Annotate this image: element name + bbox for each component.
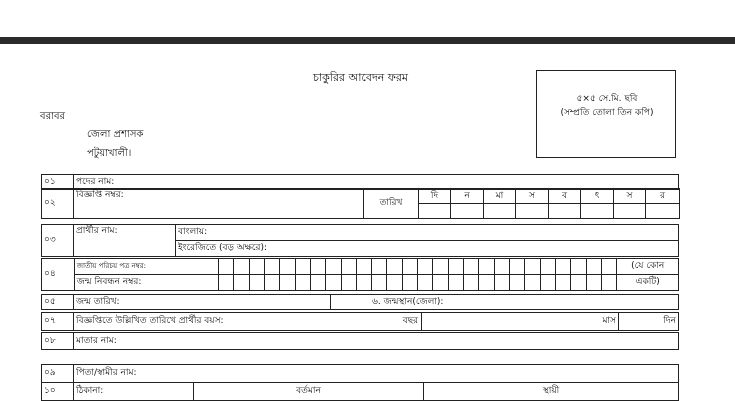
birth-date-field[interactable]: জন্ম তারিখ: — [74, 295, 331, 310]
id-digit-box[interactable] — [234, 259, 249, 275]
id-digit-box[interactable] — [372, 275, 387, 291]
form-title: চাকুরির আবেদন ফরম — [313, 71, 408, 84]
date-entry-cell[interactable] — [646, 204, 680, 219]
top-border-bar — [0, 37, 735, 44]
id-digit-box[interactable] — [341, 275, 356, 291]
id-digit-box[interactable] — [280, 259, 295, 275]
id-digit-box[interactable] — [448, 259, 463, 275]
birth-reg-label: জন্ম নিবন্ধন নম্বর: — [74, 275, 218, 291]
id-digit-box[interactable] — [525, 259, 540, 275]
id-digit-box[interactable] — [280, 275, 295, 291]
id-digit-box[interactable] — [556, 275, 571, 291]
row-03 — [41, 224, 679, 257]
id-digit-box[interactable] — [341, 259, 356, 275]
name-english-field[interactable]: ইংরেজিতে (বড় অক্ষরে): — [176, 241, 679, 257]
age-year-label: বছর — [402, 316, 418, 326]
age-label-cell — [74, 313, 422, 331]
id-digit-box[interactable] — [218, 259, 233, 275]
id-digit-box[interactable] — [494, 275, 509, 291]
date-cell: মা — [484, 189, 516, 204]
id-digit-box[interactable] — [479, 275, 494, 291]
date-cell: ব — [549, 189, 581, 204]
id-digit-box[interactable] — [540, 259, 555, 275]
date-entry-cell[interactable] — [419, 204, 451, 219]
row-number: ০৫ — [42, 295, 74, 310]
address-label: ঠিকানা: — [74, 383, 194, 401]
id-digit-box[interactable] — [295, 275, 310, 291]
id-digit-box[interactable] — [464, 259, 479, 275]
id-digit-box[interactable] — [387, 259, 402, 275]
any-one-note-line-1: (যে কোন — [617, 259, 679, 275]
id-digit-box[interactable] — [402, 275, 417, 291]
id-digit-box[interactable] — [418, 275, 433, 291]
id-digit-box[interactable] — [387, 275, 402, 291]
age-month-field[interactable]: মাস — [422, 313, 619, 331]
id-digit-box[interactable] — [326, 259, 341, 275]
id-digit-box[interactable] — [264, 259, 279, 275]
spacer — [42, 350, 74, 365]
rows-08-09 — [41, 332, 679, 383]
row-number: ০৮ — [42, 333, 74, 350]
row-number: ০৭ — [42, 313, 74, 331]
permanent-address-header: স্থায়ী — [424, 383, 679, 401]
row-number: ০৪ — [42, 259, 75, 291]
row-number: ১০ — [42, 383, 74, 401]
id-digit-box[interactable] — [586, 275, 601, 291]
id-digit-box[interactable] — [295, 259, 310, 275]
id-digit-box[interactable] — [402, 259, 417, 275]
row-number: ০১ — [42, 175, 74, 190]
id-digit-box[interactable] — [571, 275, 586, 291]
row-10 — [41, 382, 679, 401]
mother-name-field[interactable]: মাতার নাম: — [74, 333, 679, 350]
id-digit-box[interactable] — [586, 259, 601, 275]
row-number: ০৩ — [42, 225, 74, 257]
id-digit-box[interactable] — [356, 275, 371, 291]
addressee-line-1: জেলা প্রশাসক — [87, 129, 144, 140]
addressee-line-2: পটুয়াখালী। — [87, 148, 132, 159]
id-digit-box[interactable] — [510, 275, 525, 291]
id-digit-box[interactable] — [464, 275, 479, 291]
date-label: তারিখ — [364, 189, 419, 219]
row-02 — [41, 188, 680, 219]
id-digit-box[interactable] — [372, 259, 387, 275]
applicant-name-label: প্রার্থীর নাম: — [74, 225, 176, 257]
row-number: ০৯ — [42, 365, 74, 383]
id-digit-box[interactable] — [571, 259, 586, 275]
date-cell: স — [516, 189, 549, 204]
id-digit-box[interactable] — [602, 259, 617, 275]
id-digit-box[interactable] — [310, 259, 325, 275]
nid-label: জাতীয় পরিচয় পত্র নম্বর: — [74, 259, 218, 275]
circular-number-field[interactable]: বিজ্ঞপ্তি নম্বর: — [74, 189, 364, 219]
id-digit-box[interactable] — [602, 275, 617, 291]
id-digit-box[interactable] — [510, 259, 525, 275]
age-day-field[interactable]: দিন — [619, 313, 679, 331]
age-label: বিজ্ঞপ্তিতে উল্লিখিত তারিখে প্রার্থীর বয়স: — [76, 316, 224, 326]
photo-box — [536, 70, 676, 158]
date-entry-cell[interactable] — [484, 204, 516, 219]
date-entry-cell[interactable] — [614, 204, 646, 219]
id-digit-box[interactable] — [494, 259, 509, 275]
date-cell: ৎ — [581, 189, 614, 204]
birthplace-field[interactable]: ৬. জন্মস্থান(জেলা): — [331, 295, 679, 310]
row-07 — [41, 312, 679, 331]
id-digit-box[interactable] — [433, 259, 448, 275]
date-cell: র — [646, 189, 680, 204]
photo-size-text: ৫×৫ সে.মি. ছবি — [576, 94, 638, 104]
date-entry-cell[interactable] — [581, 204, 614, 219]
name-bangla-field[interactable]: বাংলায়: — [176, 225, 679, 241]
row-04 — [41, 258, 679, 291]
date-cell: স — [614, 189, 646, 204]
id-digit-box[interactable] — [540, 275, 555, 291]
id-digit-box[interactable] — [249, 259, 264, 275]
id-digit-box[interactable] — [326, 275, 341, 291]
id-digit-box[interactable] — [556, 259, 571, 275]
present-address-header: বর্তমান — [194, 383, 424, 401]
to-label: বরাবর — [40, 111, 66, 122]
id-digit-box[interactable] — [525, 275, 540, 291]
date-cell: ন — [451, 189, 484, 204]
id-digit-box[interactable] — [218, 275, 233, 291]
post-name-field[interactable]: পদের নাম: — [74, 175, 679, 190]
date-entry-cell[interactable] — [516, 204, 549, 219]
date-cell: দি — [419, 189, 451, 204]
id-digit-box[interactable] — [418, 259, 433, 275]
id-digit-box[interactable] — [433, 275, 448, 291]
photo-copies-text: (সম্প্রতি তোলা তিন কপি) — [560, 108, 654, 118]
id-digit-box[interactable] — [310, 275, 325, 291]
spacer — [74, 350, 679, 365]
id-digit-box[interactable] — [249, 275, 264, 291]
row-number: ০২ — [42, 189, 74, 219]
id-digit-box[interactable] — [234, 275, 249, 291]
any-one-note-line-2: একটি) — [617, 275, 679, 291]
id-digit-box[interactable] — [448, 275, 463, 291]
id-digit-box[interactable] — [356, 259, 371, 275]
id-digit-box[interactable] — [264, 275, 279, 291]
father-husband-name-field[interactable]: পিতা/স্বামীর নাম: — [74, 365, 679, 383]
row-05 — [41, 294, 679, 310]
date-entry-cell[interactable] — [549, 204, 581, 219]
id-digit-box[interactable] — [479, 259, 494, 275]
date-entry-cell[interactable] — [451, 204, 484, 219]
